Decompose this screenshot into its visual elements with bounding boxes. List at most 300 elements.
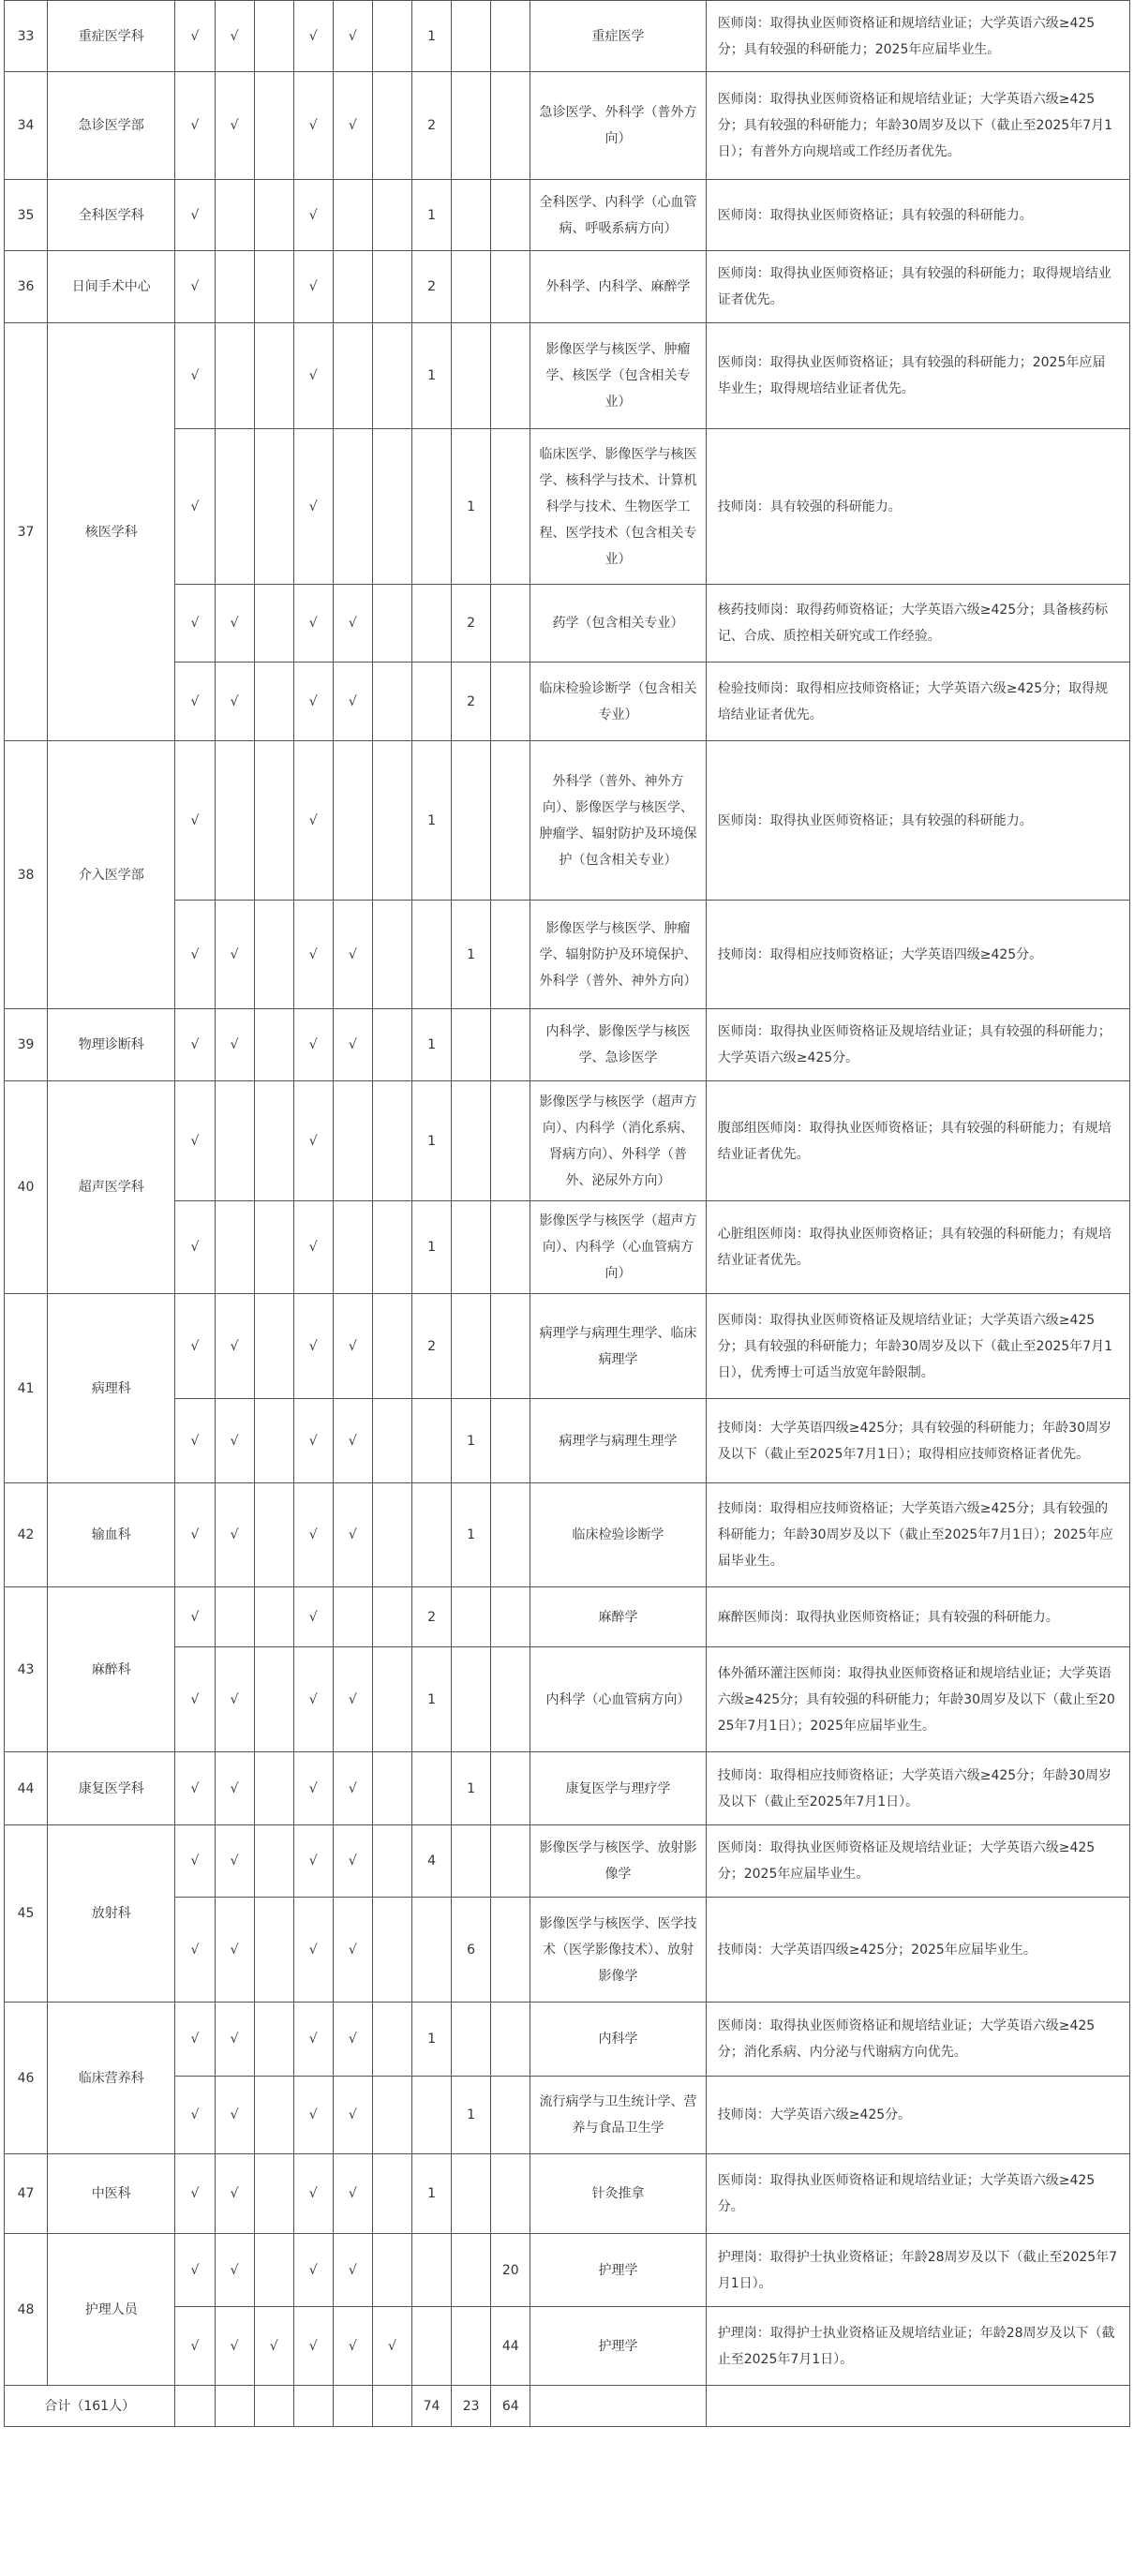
- position-count-n2: [452, 2003, 491, 2077]
- position-requirements: 医师岗：取得执业医师资格证及规培结业证；具有较强的科研能力；大学英语六级≥425分。: [706, 1009, 1129, 1081]
- criteria-check-c2: √: [215, 1483, 254, 1587]
- criteria-check-c4: √: [293, 663, 333, 741]
- criteria-check-c5: √: [333, 585, 372, 663]
- total-empty-cell: [706, 2386, 1129, 2427]
- position-count-n1: 1: [412, 1, 452, 72]
- table-row: [5, 72, 1130, 180]
- criteria-check-c4: √: [293, 1201, 333, 1294]
- criteria-check-c5: √: [333, 1399, 372, 1483]
- criteria-check-c5: √: [333, 1898, 372, 2003]
- position-count-n2: [452, 1294, 491, 1399]
- criteria-check-c3: [254, 2077, 293, 2154]
- criteria-check-c4: √: [293, 1752, 333, 1825]
- table-row: [5, 2003, 1130, 2077]
- major-requirement: 外科学、内科学、麻醉学: [530, 251, 706, 323]
- criteria-check-c6: [372, 2154, 411, 2234]
- row-number: 40: [5, 1081, 48, 1294]
- criteria-check-c5: [333, 1587, 372, 1647]
- position-count-n1: [412, 1399, 452, 1483]
- position-count-n3: [491, 1483, 530, 1587]
- criteria-check-c3: [254, 2234, 293, 2307]
- criteria-check-c4: √: [293, 323, 333, 429]
- criteria-check-c1: √: [175, 1081, 215, 1201]
- criteria-check-c4: √: [293, 2154, 333, 2234]
- position-requirements: 腹部组医师岗：取得执业医师资格证；具有较强的科研能力；有规培结业证者优先。: [706, 1081, 1129, 1201]
- criteria-check-c3: [254, 180, 293, 251]
- position-count-n2: [452, 741, 491, 901]
- position-count-n3: 20: [491, 2234, 530, 2307]
- total-row: [5, 2386, 1130, 2427]
- department-name: 麻醉科: [48, 1587, 175, 1752]
- department-name: 放射科: [48, 1825, 175, 2003]
- table-row: [5, 1, 1130, 72]
- criteria-check-c5: √: [333, 901, 372, 1009]
- position-requirements: 护理岗：取得护士执业资格证；年龄28周岁及以下（截止至2025年7月1日）。: [706, 2234, 1129, 2307]
- department-name: 中医科: [48, 2154, 175, 2234]
- table-row: [5, 1483, 1130, 1587]
- position-count-n3: 44: [491, 2307, 530, 2386]
- position-requirements: 心脏组医师岗：取得执业医师资格证；具有较强的科研能力；有规培结业证者优先。: [706, 1201, 1129, 1294]
- position-requirements: 技师岗：大学英语四级≥425分；2025年应届毕业生。: [706, 1898, 1129, 2003]
- criteria-check-c3: [254, 1752, 293, 1825]
- criteria-check-c4: √: [293, 2307, 333, 2386]
- criteria-check-c4: √: [293, 429, 333, 585]
- criteria-check-c4: √: [293, 1483, 333, 1587]
- criteria-check-c1: √: [175, 72, 215, 180]
- table-row: [5, 1587, 1130, 1647]
- position-count-n1: [412, 1483, 452, 1587]
- major-requirement: 影像医学与核医学、医学技术（医学影像技术）、放射影像学: [530, 1898, 706, 2003]
- criteria-check-c2: √: [215, 2307, 254, 2386]
- row-number: 43: [5, 1587, 48, 1752]
- position-count-n2: [452, 1, 491, 72]
- department-name: 康复医学科: [48, 1752, 175, 1825]
- position-count-n3: [491, 2154, 530, 2234]
- position-count-n1: 1: [412, 741, 452, 901]
- row-number: 41: [5, 1294, 48, 1483]
- department-name: 介入医学部: [48, 741, 175, 1009]
- table-row: [5, 1294, 1130, 1399]
- position-count-n2: 1: [452, 1483, 491, 1587]
- criteria-check-c2: [215, 1081, 254, 1201]
- total-empty-cell: [254, 2386, 293, 2427]
- position-count-n3: [491, 251, 530, 323]
- criteria-check-c4: √: [293, 1009, 333, 1081]
- position-count-n3: [491, 2003, 530, 2077]
- department-name: 物理诊断科: [48, 1009, 175, 1081]
- major-requirement: 临床医学、影像医学与核医学、核科学与技术、计算机科学与技术、生物医学工程、医学技术（包含相关专业）: [530, 429, 706, 585]
- criteria-check-c4: √: [293, 251, 333, 323]
- criteria-check-c3: [254, 901, 293, 1009]
- department-name: 全科医学科: [48, 180, 175, 251]
- criteria-check-c1: √: [175, 251, 215, 323]
- criteria-check-c5: [333, 429, 372, 585]
- criteria-check-c6: [372, 1009, 411, 1081]
- criteria-check-c6: [372, 2077, 411, 2154]
- criteria-check-c4: √: [293, 1, 333, 72]
- position-count-n2: 1: [452, 2077, 491, 2154]
- department-name: 临床营养科: [48, 2003, 175, 2154]
- position-count-n1: [412, 663, 452, 741]
- criteria-check-c5: √: [333, 1009, 372, 1081]
- criteria-check-c1: √: [175, 901, 215, 1009]
- criteria-check-c1: √: [175, 1752, 215, 1825]
- criteria-check-c5: √: [333, 2154, 372, 2234]
- criteria-check-c6: [372, 2234, 411, 2307]
- major-requirement: 重症医学: [530, 1, 706, 72]
- criteria-check-c3: [254, 663, 293, 741]
- criteria-check-c3: [254, 1, 293, 72]
- criteria-check-c6: [372, 585, 411, 663]
- criteria-check-c1: √: [175, 1898, 215, 2003]
- criteria-check-c6: [372, 741, 411, 901]
- total-empty-cell: [175, 2386, 215, 2427]
- position-count-n3: [491, 741, 530, 901]
- criteria-check-c6: [372, 1081, 411, 1201]
- major-requirement: 临床检验诊断学（包含相关专业）: [530, 663, 706, 741]
- position-count-n3: [491, 1081, 530, 1201]
- criteria-check-c2: √: [215, 2154, 254, 2234]
- major-requirement: 影像医学与核医学（超声方向）、内科学（心血管病方向）: [530, 1201, 706, 1294]
- criteria-check-c6: [372, 2003, 411, 2077]
- table-row: [5, 1009, 1130, 1081]
- department-name: 输血科: [48, 1483, 175, 1587]
- position-count-n1: [412, 1752, 452, 1825]
- criteria-check-c2: √: [215, 663, 254, 741]
- major-requirement: 流行病学与卫生统计学、营养与食品卫生学: [530, 2077, 706, 2154]
- criteria-check-c2: √: [215, 1399, 254, 1483]
- criteria-check-c3: [254, 1201, 293, 1294]
- row-number: 48: [5, 2234, 48, 2386]
- criteria-check-c1: √: [175, 1, 215, 72]
- criteria-check-c5: [333, 1081, 372, 1201]
- criteria-check-c3: [254, 429, 293, 585]
- criteria-check-c4: √: [293, 2003, 333, 2077]
- major-requirement: 护理学: [530, 2307, 706, 2386]
- position-requirements: 医师岗：取得执业医师资格证；具有较强的科研能力。: [706, 741, 1129, 901]
- position-count-n2: [452, 1201, 491, 1294]
- position-count-n3: [491, 1587, 530, 1647]
- position-count-n1: 1: [412, 1081, 452, 1201]
- criteria-check-c2: √: [215, 1294, 254, 1399]
- major-requirement: 内科学、影像医学与核医学、急诊医学: [530, 1009, 706, 1081]
- criteria-check-c2: √: [215, 1752, 254, 1825]
- criteria-check-c3: [254, 323, 293, 429]
- table-row: [5, 180, 1130, 251]
- row-number: 42: [5, 1483, 48, 1587]
- total-count-n2: 23: [452, 2386, 491, 2427]
- position-count-n1: [412, 429, 452, 585]
- criteria-check-c1: √: [175, 2234, 215, 2307]
- department-name: 超声医学科: [48, 1081, 175, 1294]
- position-count-n1: 1: [412, 180, 452, 251]
- criteria-check-c3: [254, 2154, 293, 2234]
- criteria-check-c6: [372, 429, 411, 585]
- total-empty-cell: [372, 2386, 411, 2427]
- position-requirements: 医师岗：取得执业医师资格证及规培结业证；大学英语六级≥425分；具有较强的科研能力；年龄30周岁及以下（截止至2025年7月1日），优秀博士可适当放宽年龄限制。: [706, 1294, 1129, 1399]
- row-number: 34: [5, 72, 48, 180]
- position-count-n3: [491, 1, 530, 72]
- criteria-check-c1: √: [175, 741, 215, 901]
- criteria-check-c6: [372, 180, 411, 251]
- criteria-check-c5: √: [333, 2077, 372, 2154]
- position-requirements: 医师岗：取得执业医师资格证和规培结业证；大学英语六级≥425分；消化系病、内分泌与代谢病方向优先。: [706, 2003, 1129, 2077]
- criteria-check-c5: [333, 741, 372, 901]
- table-row: [5, 1825, 1130, 1898]
- criteria-check-c1: √: [175, 585, 215, 663]
- position-requirements: 技师岗：取得相应技师资格证；大学英语六级≥425分；年龄30周岁及以下（截止至2025年7月1日）。: [706, 1752, 1129, 1825]
- criteria-check-c1: √: [175, 2307, 215, 2386]
- criteria-check-c3: [254, 72, 293, 180]
- criteria-check-c6: [372, 663, 411, 741]
- total-count-n3: 64: [491, 2386, 530, 2427]
- criteria-check-c4: √: [293, 2077, 333, 2154]
- major-requirement: 病理学与病理生理学: [530, 1399, 706, 1483]
- criteria-check-c1: √: [175, 1483, 215, 1587]
- total-empty-cell: [333, 2386, 372, 2427]
- criteria-check-c3: [254, 585, 293, 663]
- criteria-check-c3: [254, 1399, 293, 1483]
- criteria-check-c6: [372, 901, 411, 1009]
- criteria-check-c4: √: [293, 1081, 333, 1201]
- criteria-check-c1: √: [175, 2154, 215, 2234]
- criteria-check-c1: √: [175, 1294, 215, 1399]
- position-requirements: 检验技师岗：取得相应技师资格证；大学英语六级≥425分；取得规培结业证者优先。: [706, 663, 1129, 741]
- criteria-check-c1: √: [175, 1399, 215, 1483]
- criteria-check-c1: √: [175, 1009, 215, 1081]
- criteria-check-c5: √: [333, 1, 372, 72]
- position-count-n3: [491, 901, 530, 1009]
- table-row: [5, 741, 1130, 901]
- position-requirements: 技师岗：取得相应技师资格证；大学英语四级≥425分。: [706, 901, 1129, 1009]
- criteria-check-c2: [215, 429, 254, 585]
- criteria-check-c5: √: [333, 2003, 372, 2077]
- row-number: 37: [5, 323, 48, 741]
- table-row: [5, 1081, 1130, 1201]
- position-count-n1: 1: [412, 1647, 452, 1752]
- major-requirement: 影像医学与核医学、肿瘤学、核医学（包含相关专业）: [530, 323, 706, 429]
- position-count-n3: [491, 585, 530, 663]
- position-requirements: 核药技师岗：取得药师资格证；大学英语六级≥425分；具备核药标记、合成、质控相关研究或工作经验。: [706, 585, 1129, 663]
- criteria-check-c5: √: [333, 1294, 372, 1399]
- row-number: 36: [5, 251, 48, 323]
- criteria-check-c3: [254, 1483, 293, 1587]
- criteria-check-c2: [215, 1587, 254, 1647]
- department-name: 核医学科: [48, 323, 175, 741]
- table-body: [5, 1, 1130, 2427]
- criteria-check-c4: √: [293, 901, 333, 1009]
- criteria-check-c5: √: [333, 1647, 372, 1752]
- position-requirements: 护理岗：取得护士执业资格证及规培结业证；年龄28周岁及以下（截止至2025年7月1日）。: [706, 2307, 1129, 2386]
- criteria-check-c5: √: [333, 1825, 372, 1898]
- position-count-n2: 1: [452, 1752, 491, 1825]
- major-requirement: 影像医学与核医学、肿瘤学、辐射防护及环境保护、外科学（普外、神外方向）: [530, 901, 706, 1009]
- table-row: [5, 251, 1130, 323]
- major-requirement: 药学（包含相关专业）: [530, 585, 706, 663]
- total-empty-cell: [215, 2386, 254, 2427]
- criteria-check-c2: [215, 1201, 254, 1294]
- row-number: 47: [5, 2154, 48, 2234]
- criteria-check-c5: √: [333, 2234, 372, 2307]
- criteria-check-c6: √: [372, 2307, 411, 2386]
- position-requirements: 技师岗：大学英语四级≥425分；具有较强的科研能力；年龄30周岁及以下（截止至2025年7月1日）；取得相应技师资格证者优先。: [706, 1399, 1129, 1483]
- position-count-n1: 2: [412, 72, 452, 180]
- position-requirements: 医师岗：取得执业医师资格证；具有较强的科研能力。: [706, 180, 1129, 251]
- criteria-check-c5: [333, 323, 372, 429]
- criteria-check-c6: [372, 72, 411, 180]
- position-count-n1: [412, 585, 452, 663]
- criteria-check-c4: √: [293, 1898, 333, 2003]
- position-count-n1: 1: [412, 1201, 452, 1294]
- criteria-check-c5: [333, 251, 372, 323]
- criteria-check-c4: √: [293, 1825, 333, 1898]
- position-count-n3: [491, 663, 530, 741]
- criteria-check-c4: √: [293, 585, 333, 663]
- recruitment-table: [4, 0, 1130, 2427]
- position-count-n3: [491, 1825, 530, 1898]
- criteria-check-c1: √: [175, 429, 215, 585]
- major-requirement: 麻醉学: [530, 1587, 706, 1647]
- position-requirements: 医师岗：取得执业医师资格证和规培结业证；大学英语六级≥425分。: [706, 2154, 1129, 2234]
- position-count-n3: [491, 429, 530, 585]
- total-empty-cell: [530, 2386, 706, 2427]
- position-count-n1: [412, 2077, 452, 2154]
- criteria-check-c2: [215, 741, 254, 901]
- position-requirements: 医师岗：取得执业医师资格证；具有较强的科研能力；2025年应届毕业生；取得规培结业证者优先。: [706, 323, 1129, 429]
- criteria-check-c5: √: [333, 663, 372, 741]
- position-count-n1: 1: [412, 2003, 452, 2077]
- major-requirement: 内科学: [530, 2003, 706, 2077]
- position-count-n3: [491, 1294, 530, 1399]
- row-number: 44: [5, 1752, 48, 1825]
- department-name: 急诊医学部: [48, 72, 175, 180]
- position-count-n3: [491, 2077, 530, 2154]
- position-count-n2: 2: [452, 663, 491, 741]
- department-name: 重症医学科: [48, 1, 175, 72]
- criteria-check-c3: [254, 1294, 293, 1399]
- table-row: [5, 2154, 1130, 2234]
- position-count-n2: [452, 1009, 491, 1081]
- criteria-check-c5: √: [333, 72, 372, 180]
- criteria-check-c6: [372, 1399, 411, 1483]
- criteria-check-c1: √: [175, 180, 215, 251]
- criteria-check-c2: √: [215, 2234, 254, 2307]
- criteria-check-c4: √: [293, 1647, 333, 1752]
- position-count-n2: [452, 323, 491, 429]
- criteria-check-c2: √: [215, 2003, 254, 2077]
- criteria-check-c1: √: [175, 323, 215, 429]
- table-row: [5, 2234, 1130, 2307]
- criteria-check-c1: √: [175, 1647, 215, 1752]
- criteria-check-c4: √: [293, 2234, 333, 2307]
- criteria-check-c5: √: [333, 1483, 372, 1587]
- major-requirement: 影像医学与核医学、放射影像学: [530, 1825, 706, 1898]
- position-count-n3: [491, 1399, 530, 1483]
- criteria-check-c3: √: [254, 2307, 293, 2386]
- row-number: 39: [5, 1009, 48, 1081]
- criteria-check-c5: √: [333, 1752, 372, 1825]
- criteria-check-c3: [254, 1009, 293, 1081]
- criteria-check-c3: [254, 2003, 293, 2077]
- criteria-check-c2: √: [215, 901, 254, 1009]
- position-count-n1: [412, 1898, 452, 2003]
- position-count-n2: [452, 2307, 491, 2386]
- criteria-check-c6: [372, 1752, 411, 1825]
- total-count-n1: 74: [412, 2386, 452, 2427]
- criteria-check-c1: √: [175, 2003, 215, 2077]
- major-requirement: 病理学与病理生理学、临床病理学: [530, 1294, 706, 1399]
- position-count-n2: [452, 2234, 491, 2307]
- major-requirement: 影像医学与核医学（超声方向）、内科学（消化系病、肾病方向）、外科学（普外、泌尿外方向）: [530, 1081, 706, 1201]
- criteria-check-c4: √: [293, 741, 333, 901]
- department-name: 日间手术中心: [48, 251, 175, 323]
- criteria-check-c1: √: [175, 1587, 215, 1647]
- position-requirements: 体外循环灌注医师岗：取得执业医师资格证和规培结业证；大学英语六级≥425分；具有较强的科研能力；年龄30周岁及以下（截止至2025年7月1日）；2025年应届毕业生。: [706, 1647, 1129, 1752]
- position-requirements: 技师岗：取得相应技师资格证；大学英语六级≥425分；具有较强的科研能力；年龄30周岁及以下（截止至2025年7月1日）；2025年应届毕业生。: [706, 1483, 1129, 1587]
- criteria-check-c5: [333, 1201, 372, 1294]
- criteria-check-c4: √: [293, 1587, 333, 1647]
- major-requirement: 急诊医学、外科学（普外方向）: [530, 72, 706, 180]
- row-number: 33: [5, 1, 48, 72]
- criteria-check-c3: [254, 1587, 293, 1647]
- row-number: 35: [5, 180, 48, 251]
- position-requirements: 麻醉医师岗：取得执业医师资格证；具有较强的科研能力。: [706, 1587, 1129, 1647]
- criteria-check-c1: √: [175, 1201, 215, 1294]
- criteria-check-c6: [372, 1825, 411, 1898]
- position-count-n3: [491, 1752, 530, 1825]
- major-requirement: 康复医学与理疗学: [530, 1752, 706, 1825]
- position-count-n2: 6: [452, 1898, 491, 2003]
- position-count-n2: [452, 72, 491, 180]
- position-count-n3: [491, 72, 530, 180]
- criteria-check-c6: [372, 1647, 411, 1752]
- position-count-n1: 2: [412, 1587, 452, 1647]
- major-requirement: 护理学: [530, 2234, 706, 2307]
- criteria-check-c2: [215, 180, 254, 251]
- position-count-n2: [452, 2154, 491, 2234]
- major-requirement: 内科学（心血管病方向）: [530, 1647, 706, 1752]
- position-count-n2: 1: [452, 1399, 491, 1483]
- criteria-check-c6: [372, 1483, 411, 1587]
- position-count-n1: 2: [412, 1294, 452, 1399]
- position-count-n3: [491, 180, 530, 251]
- position-count-n1: 1: [412, 1009, 452, 1081]
- position-requirements: 技师岗：具有较强的科研能力。: [706, 429, 1129, 585]
- criteria-check-c2: √: [215, 1825, 254, 1898]
- criteria-check-c2: √: [215, 72, 254, 180]
- criteria-check-c2: √: [215, 585, 254, 663]
- criteria-check-c3: [254, 741, 293, 901]
- criteria-check-c6: [372, 1, 411, 72]
- criteria-check-c3: [254, 1647, 293, 1752]
- position-count-n3: [491, 323, 530, 429]
- position-requirements: 医师岗：取得执业医师资格证及规培结业证；大学英语六级≥425分；2025年应届毕业生。: [706, 1825, 1129, 1898]
- position-count-n2: [452, 1587, 491, 1647]
- row-number: 46: [5, 2003, 48, 2154]
- criteria-check-c4: √: [293, 1399, 333, 1483]
- criteria-check-c3: [254, 251, 293, 323]
- total-label: 合计（161人）: [5, 2386, 175, 2427]
- total-empty-cell: [293, 2386, 333, 2427]
- position-requirements: 技师岗：大学英语六级≥425分。: [706, 2077, 1129, 2154]
- criteria-check-c3: [254, 1825, 293, 1898]
- position-requirements: 医师岗：取得执业医师资格证和规培结业证；大学英语六级≥425分；具有较强的科研能力；年龄30周岁及以下（截止至2025年7月1日）；有普外方向规培或工作经历者优先。: [706, 72, 1129, 180]
- criteria-check-c4: √: [293, 180, 333, 251]
- position-count-n2: [452, 1825, 491, 1898]
- position-count-n2: [452, 1081, 491, 1201]
- position-count-n1: 1: [412, 2154, 452, 2234]
- criteria-check-c4: √: [293, 72, 333, 180]
